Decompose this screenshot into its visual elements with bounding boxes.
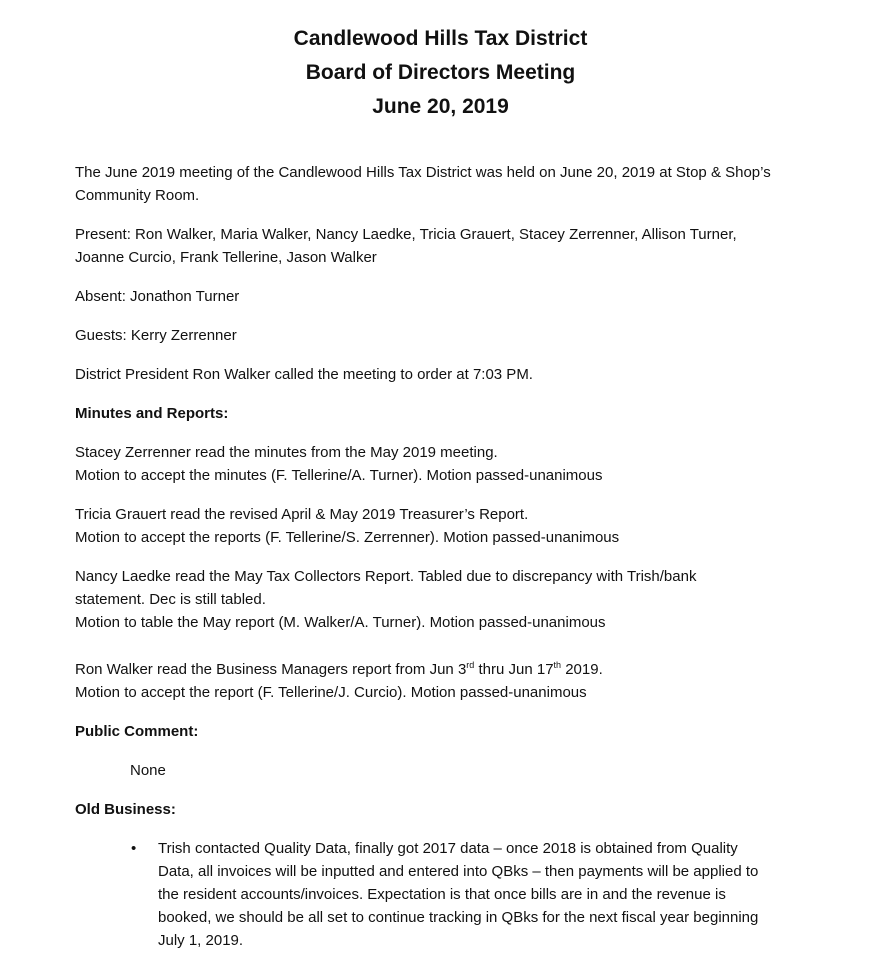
business-manager-item-line-1: Ron Walker read the Business Managers report from Jun 3rd thru Jun 17th 2019.	[75, 660, 603, 678]
public-comment-text: None	[130, 762, 166, 779]
tax-collector-item-line-1: Nancy Laedke read the May Tax Collectors Report. Tabled due to discrepancy with Trish/bank	[75, 568, 697, 585]
old-business-line-3: the resident accounts/invoices. Expectation is that once bills are in and the revenue is	[158, 886, 726, 903]
business-manager-item-line-2: Motion to accept the report (F. Tellerine/J. Curcio). Motion passed-unanimous	[75, 684, 587, 701]
minutes-item-line-1: Stacey Zerrenner read the minutes from the May 2019 meeting.	[75, 444, 498, 461]
intro-line-1: The June 2019 meeting of the Candlewood Hills Tax District was held on June 20, 2019 at Stop & Shop’s	[75, 164, 771, 181]
call-to-order-line: District President Ron Walker called the meeting to order at 7:03 PM.	[75, 366, 533, 383]
minutes-reports-heading: Minutes and Reports:	[75, 405, 229, 422]
guests-paragraph	[75, 324, 795, 347]
old-business-line-4: booked, we should be all set to continue tracking in QBks for the next fiscal year beginning	[158, 909, 759, 926]
title-district: Candlewood Hills Tax District	[293, 27, 588, 50]
public-comment-heading: Public Comment:	[75, 723, 199, 740]
old-business-line-1: Trish contacted Quality Data, finally got 2017 data – once 2018 is obtained from Quality	[158, 840, 738, 857]
treasurer-item-line-2: Motion to accept the reports (F. Tellerine/S. Zerrenner). Motion passed-unanimous	[75, 529, 620, 546]
title-meeting: Board of Directors Meeting	[305, 61, 576, 84]
title-date: June 20, 2019	[372, 95, 509, 118]
old-business-line-2: Data, all invoices will be inputted and entered into QBks – then payments will be applied to	[158, 863, 759, 880]
bullet-icon: •	[131, 840, 137, 857]
minutes-item-line-2: Motion to accept the minutes (F. Tellerine/A. Turner). Motion passed-unanimous	[75, 467, 603, 484]
document-title	[0, 22, 881, 124]
intro-paragraph	[75, 161, 795, 207]
tax-collector-item-line-2: statement. Dec is still tabled.	[75, 591, 266, 608]
absent-line: Absent: Jonathon Turner	[75, 288, 240, 305]
intro-line-2: Community Room.	[75, 187, 200, 204]
treasurer-item	[75, 503, 795, 549]
tax-collector-item	[75, 565, 795, 634]
old-business-line-5: July 1, 2019.	[158, 932, 244, 949]
present-paragraph	[75, 223, 795, 269]
old-business-bullet-item	[75, 837, 795, 952]
minutes-item	[75, 441, 795, 487]
present-line-2: Joanne Curcio, Frank Tellerine, Jason Walker	[75, 249, 377, 266]
treasurer-item-line-1: Tricia Grauert read the revised April & May 2019 Treasurer’s Report.	[75, 506, 529, 523]
business-manager-item	[75, 658, 795, 704]
tax-collector-item-line-3: Motion to table the May report (M. Walker/A. Turner). Motion passed-unanimous	[75, 614, 606, 631]
old-business-heading: Old Business:	[75, 801, 176, 818]
call-to-order-paragraph	[75, 363, 795, 386]
present-line-1: Present: Ron Walker, Maria Walker, Nancy Laedke, Tricia Grauert, Stacey Zerrenner, Allison Turner,	[75, 226, 737, 243]
document-body	[75, 161, 795, 952]
absent-paragraph	[75, 285, 795, 308]
guests-line: Guests: Kerry Zerrenner	[75, 327, 237, 344]
